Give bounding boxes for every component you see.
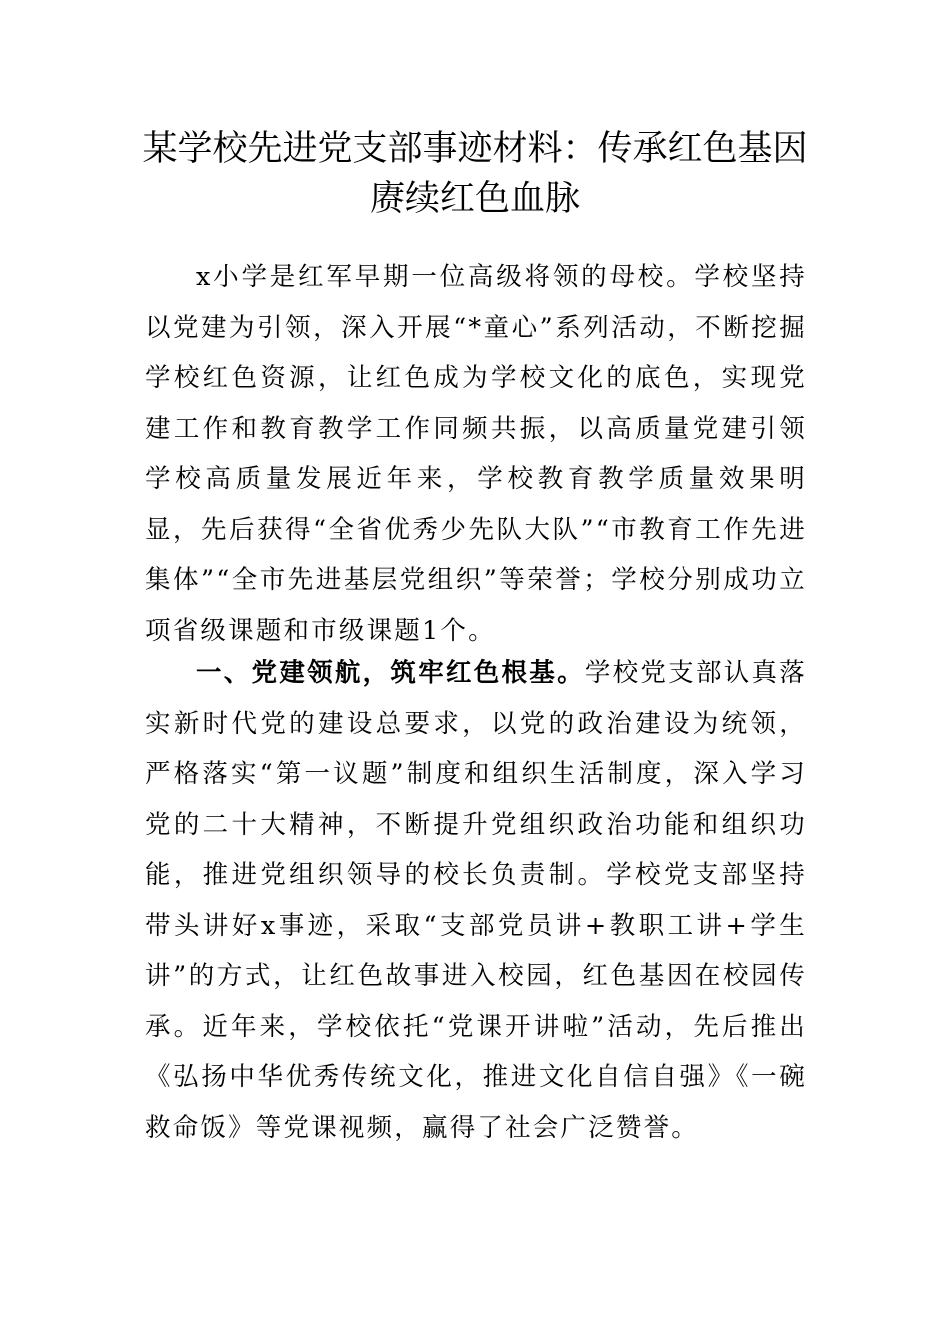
paragraph-intro-text: x小学是红军早期一位高级将领的母校。学校坚持以党建为引领，深入开展“*童心”系列活动，不断挖掘学校红色资源，让红色成为学校文化的底色，实现党建工作和教育教学工作同频共振，以高质量党建引领学校高质量发展近年来，学校教育教学质量效果明显，先后获得“全省优秀少先队大队”“市教育工作先进集体”“全市先进基层党组织”等荣誉；学校分别成功立项省级课题和市级课题1个。 [145,262,807,646]
paragraph-section-1 [145,648,807,1153]
document-title: 某学校先进党支部事迹材料：传承红色基因 赓续红色血脉 [142,129,808,219]
section-1-text: 学校党支部认真落实新时代党的建设总要求，以党的政治建设为统领，严格落实“第一议题”制度和组织生活制度，深入学习党的二十大精神，不断提升党组织政治功能和组织功能，推进党组织领导的校长负责制。学校党支部坚持带头讲好x事迹，采取“支部党员讲+教职工讲+学生讲”的方式，让红色故事进入校园，红色基因在校园传承。近年来，学校依托“党课开讲啦”活动，先后推出《弘扬中华优秀传统文化，推进文化自信自强》《一碗救命饭》等党课视频，赢得了社会广泛赞誉。 [145,658,807,1143]
section-1-heading: 一、党建领航，筑牢红色根基。 [196,658,585,688]
paragraph-intro [145,252,807,656]
